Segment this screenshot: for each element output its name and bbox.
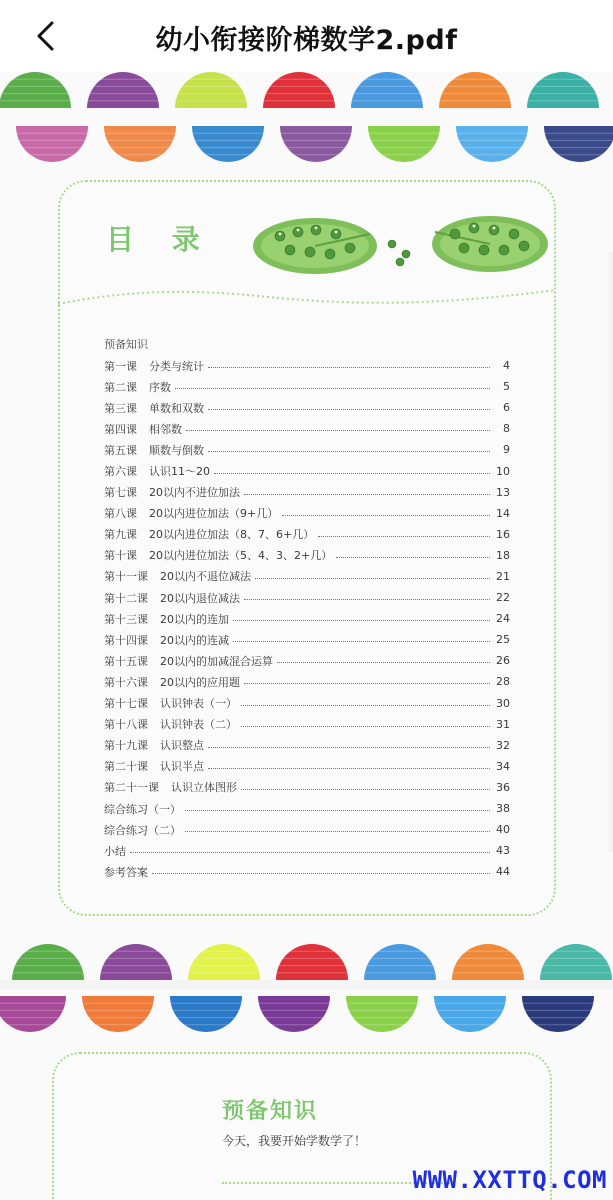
toc-entry[interactable] (104, 376, 510, 397)
toc-lesson-label: 第十九课 (104, 739, 148, 753)
toc-leader-dots (244, 494, 490, 495)
toc-lesson-label: 第六课 (104, 465, 137, 479)
toc-topic-label: 20以内退位减法 (160, 591, 240, 605)
toc-lesson-label: 第十三课 (104, 612, 148, 626)
toc-page-number: 21 (496, 569, 510, 583)
toc-leader-dots (208, 747, 490, 748)
toc-leader-dots (185, 810, 490, 811)
toc-lesson-label: 第十一课 (104, 570, 148, 584)
toc-entry[interactable] (104, 418, 510, 439)
toc-lesson-label: 第二课 (104, 380, 137, 394)
decor-semicircle (82, 996, 154, 1032)
pdf-page-toc (0, 72, 613, 980)
toc-lesson-label: 第十五课 (104, 654, 148, 668)
toc-lesson-label: 参考答案 (104, 865, 148, 879)
toc-page-number: 14 (496, 506, 510, 520)
toc-lesson-label: 第九课 (104, 528, 137, 542)
toc-list (104, 334, 510, 882)
toc-page-number: 18 (496, 548, 510, 562)
toc-entry[interactable] (104, 693, 510, 714)
toc-topic-label: 分类与统计 (149, 359, 204, 373)
toc-topic-label: 相邻数 (149, 422, 182, 436)
decor-semicircle (452, 944, 524, 980)
toc-leader-dots (244, 599, 490, 600)
toc-entry[interactable] (104, 355, 510, 376)
toc-entry[interactable] (104, 756, 510, 777)
toc-page-number: 28 (496, 675, 510, 689)
decor-semicircle (364, 944, 436, 980)
toc-topic-label: 单数和双数 (149, 401, 204, 415)
pdf-viewer[interactable] (0, 72, 613, 1200)
toc-leader-dots (185, 831, 490, 832)
decor-semicircle (456, 126, 528, 162)
toc-topic-label: 20以内的应用题 (160, 675, 240, 689)
decor-semicircle (100, 944, 172, 980)
toc-topic-label: 认识11～20 (149, 465, 210, 479)
toc-lesson-label: 第三课 (104, 401, 137, 415)
toc-entry[interactable] (104, 460, 510, 481)
toc-page-number: 44 (496, 865, 510, 879)
toc-pre-item: 预备知识 (104, 338, 148, 351)
toc-page-number: 6 (503, 401, 510, 415)
toc-page-number: 38 (496, 802, 510, 816)
watermark: WWW.XXTTQ.COM (412, 1166, 607, 1194)
toc-leader-dots (244, 683, 490, 684)
toc-lesson-label: 第八课 (104, 507, 137, 521)
toc-entry[interactable] (104, 566, 510, 587)
decor-semicircle (522, 996, 594, 1032)
toc-leader-dots (214, 473, 490, 474)
toc-page-number: 16 (496, 527, 510, 541)
decor-semicircle (544, 126, 613, 162)
toc-title: 目 录 (106, 223, 214, 256)
toc-page-number: 31 (496, 717, 510, 731)
toc-lesson-label: 第二十一课 (104, 781, 159, 795)
toc-entry[interactable] (104, 587, 510, 608)
decor-semicircle (527, 72, 599, 108)
toc-entry[interactable] (104, 524, 510, 545)
toc-entry[interactable] (104, 397, 510, 418)
toc-lesson-label: 第二十课 (104, 760, 148, 774)
decor-semicircle (434, 996, 506, 1032)
toc-entry[interactable] (104, 735, 510, 756)
decor-semicircle (12, 944, 84, 980)
toc-entry[interactable] (104, 671, 510, 692)
toc-lesson-label: 第四课 (104, 422, 137, 436)
toc-leader-dots (233, 641, 490, 642)
toc-lesson-label: 综合练习（一） (104, 802, 181, 816)
toc-leader-dots (152, 873, 490, 874)
toc-entry[interactable] (104, 777, 510, 798)
decor-semicircle (192, 126, 264, 162)
decor-semicircle (188, 944, 260, 980)
toc-page-number: 13 (496, 485, 510, 499)
toc-leader-dots (208, 768, 490, 769)
toc-page-number: 10 (496, 464, 510, 478)
toc-page-number: 26 (496, 654, 510, 668)
toc-leader-dots (208, 367, 490, 368)
wavy-divider (58, 282, 556, 312)
toc-topic-label: 认识整点 (160, 739, 204, 753)
decor-semicircle (87, 72, 159, 108)
toc-lesson-label: 第一课 (104, 359, 137, 373)
toc-topic-label: 20以内不退位减法 (160, 570, 251, 584)
toc-lesson-label: 第十七课 (104, 697, 148, 711)
toc-topic-label: 认识立体图形 (171, 781, 237, 795)
toc-page-number: 4 (503, 359, 510, 373)
decor-top-semicircles-page2 (0, 990, 613, 1050)
toc-lesson-label: 第七课 (104, 486, 137, 500)
toc-entry[interactable] (104, 714, 510, 735)
toc-lesson-label: 第十四课 (104, 633, 148, 647)
decor-semicircle (346, 996, 418, 1032)
toc-page-number: 32 (496, 738, 510, 752)
toc-topic-label: 20以内进位加法（5、4、3、2+几） (149, 549, 333, 563)
document-title: 幼小衔接阶梯数学2.pdf (155, 25, 458, 56)
toc-page-number: 34 (496, 759, 510, 773)
toc-page-number: 22 (496, 591, 510, 605)
decor-mid-semicircles (0, 118, 613, 178)
toc-entry[interactable] (104, 819, 510, 840)
toc-leader-dots (175, 388, 490, 389)
decor-semicircle (0, 996, 66, 1032)
toc-page-number: 24 (496, 612, 510, 626)
toc-topic-label: 20以内的连减 (160, 633, 229, 647)
toc-page-number: 8 (503, 422, 510, 436)
toc-topic-label: 20以内不进位加法 (149, 486, 240, 500)
toc-page-number: 40 (496, 823, 510, 837)
toc-topic-label: 20以内的连加 (160, 612, 229, 626)
toc-topic-label: 20以内进位加法（9+几） (149, 507, 279, 521)
toc-leader-dots (130, 852, 490, 853)
toc-entry[interactable] (104, 503, 510, 524)
toc-topic-label: 认识钟表（二） (160, 718, 237, 732)
lily-pad-frogs-illustration (250, 204, 550, 284)
toc-page-number: 5 (503, 380, 510, 394)
scan-edge-shadow (607, 252, 613, 852)
toc-lesson-label: 第十二课 (104, 591, 148, 605)
decor-semicircle (258, 996, 330, 1032)
decor-semicircle (16, 126, 88, 162)
toc-topic-label: 20以内进位加法（8、7、6+几） (149, 528, 315, 542)
toc-page-number: 25 (496, 633, 510, 647)
toc-entry[interactable] (104, 650, 510, 671)
decor-semicircle (0, 72, 71, 108)
toc-leader-dots (255, 578, 490, 579)
toc-lesson-label: 综合练习（二） (104, 823, 181, 837)
toc-lesson-label: 第五课 (104, 443, 137, 457)
toc-lesson-label: 小结 (104, 844, 126, 858)
toc-entry[interactable] (104, 840, 510, 861)
toc-leader-dots (282, 515, 490, 516)
toc-leader-dots (277, 662, 490, 663)
decor-semicircle (351, 72, 423, 108)
toc-entry[interactable] (104, 798, 510, 819)
toc-page-number: 9 (503, 443, 510, 457)
toc-page-number: 36 (496, 780, 510, 794)
decor-semicircle (280, 126, 352, 162)
decor-semicircle (175, 72, 247, 108)
toc-topic-label: 20以内的加减混合运算 (160, 654, 273, 668)
toc-page-number: 30 (496, 696, 510, 710)
toc-lesson-label: 第十六课 (104, 675, 148, 689)
toc-leader-dots (186, 430, 490, 431)
decor-semicircle (540, 944, 612, 980)
toc-topic-label: 认识钟表（一） (160, 697, 237, 711)
nav-bar (0, 0, 613, 72)
toc-entry[interactable] (104, 629, 510, 650)
toc-lesson-label: 第十课 (104, 549, 137, 563)
toc-entry[interactable] (104, 545, 510, 566)
toc-leader-dots (318, 536, 490, 537)
section-title: 预备知识 (222, 1099, 319, 1124)
toc-lesson-label: 第十八课 (104, 718, 148, 732)
toc-entry[interactable] (104, 439, 510, 460)
toc-topic-label: 认识半点 (160, 760, 204, 774)
toc-topic-label: 顺数与倒数 (149, 443, 204, 457)
decor-semicircle (276, 944, 348, 980)
toc-leader-dots (208, 451, 490, 452)
toc-leader-dots (241, 726, 490, 727)
section-subtitle: 今天，我要开始学数学了！ (222, 1134, 367, 1148)
toc-leader-dots (241, 789, 490, 790)
decor-semicircle (104, 126, 176, 162)
decor-bottom-semicircles (0, 930, 613, 980)
toc-entry[interactable] (104, 608, 510, 629)
decor-semicircle (439, 72, 511, 108)
toc-entry[interactable] (104, 482, 510, 503)
toc-leader-dots (233, 620, 490, 621)
toc-entry[interactable] (104, 861, 510, 882)
decor-semicircle (263, 72, 335, 108)
toc-leader-dots (208, 409, 490, 410)
toc-topic-label: 序数 (149, 380, 171, 394)
toc-page-number: 43 (496, 844, 510, 858)
toc-leader-dots (336, 557, 490, 558)
decor-semicircle (170, 996, 242, 1032)
toc-leader-dots (241, 705, 490, 706)
decor-semicircle (368, 126, 440, 162)
